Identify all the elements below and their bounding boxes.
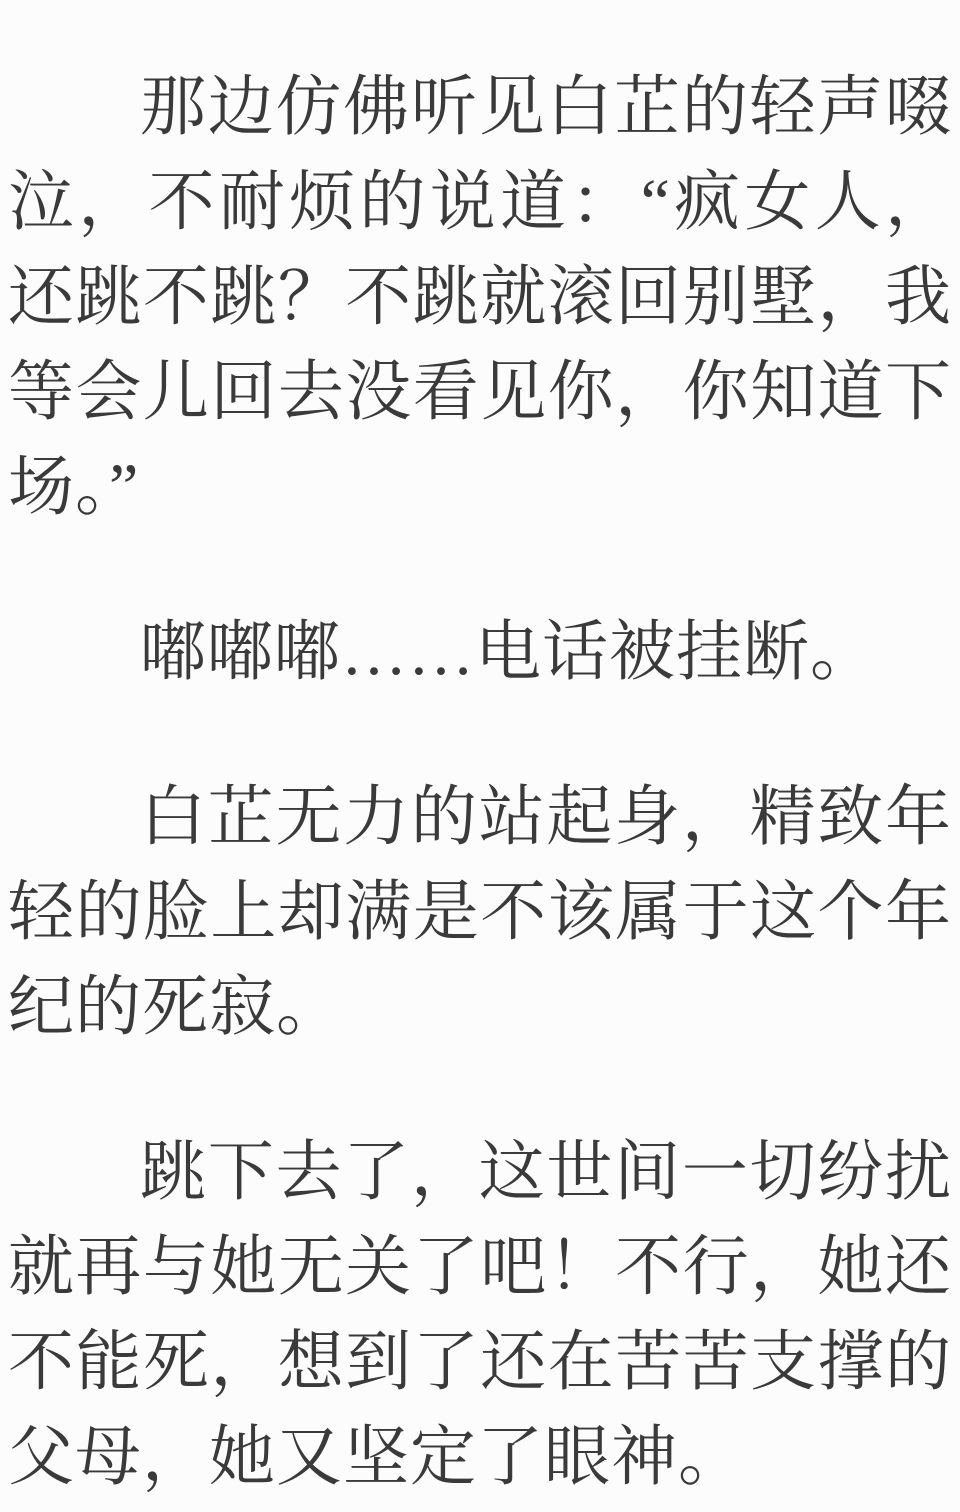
paragraph: 嘟嘟嘟……电话被挂断。 (140, 616, 877, 689)
paragraph: 跳下去了，这世间一切纷扰就再与她无关了吧！不行，她还不能死，想到了还在苦苦支撑的父母，她又坚定了眼神。 (8, 1136, 952, 1494)
paragraph: 那边仿佛听见白芷的轻声啜泣，不耐烦的说道：“疯女人，还跳不跳？不跳就滚回别墅，我等会儿回去没看见你，你知道下场。” (8, 71, 952, 524)
paragraph: 白芷无力的站起身，精致年轻的脸上却满是不该属于这个年纪的死寂。 (8, 781, 952, 1044)
